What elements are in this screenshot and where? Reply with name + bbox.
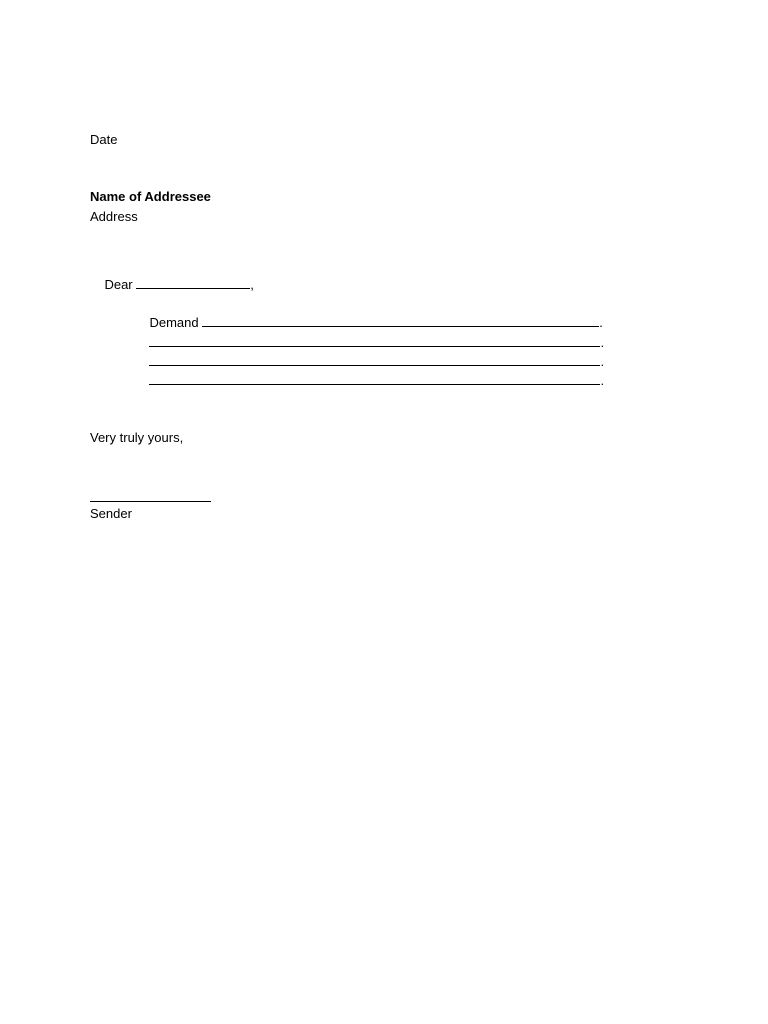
continuation-period: . — [600, 354, 605, 369]
closing: Very truly yours, — [90, 430, 184, 445]
sender-label: Sender — [90, 506, 132, 521]
addressee-name: Name of Addressee — [90, 189, 211, 204]
salutation-prefix: Dear — [104, 277, 137, 292]
signature-line — [90, 501, 211, 502]
demand-label: Demand — [149, 315, 203, 330]
demand-period: . — [599, 315, 603, 330]
continuation-blank — [149, 372, 600, 385]
addressee-blank — [136, 276, 250, 289]
date-label: Date — [90, 132, 118, 147]
address-label: Address — [90, 209, 138, 224]
salutation-comma: , — [250, 277, 254, 292]
demand-continuation-line — [135, 356, 604, 405]
continuation-period: . — [600, 335, 605, 350]
continuation-period: . — [600, 373, 605, 388]
